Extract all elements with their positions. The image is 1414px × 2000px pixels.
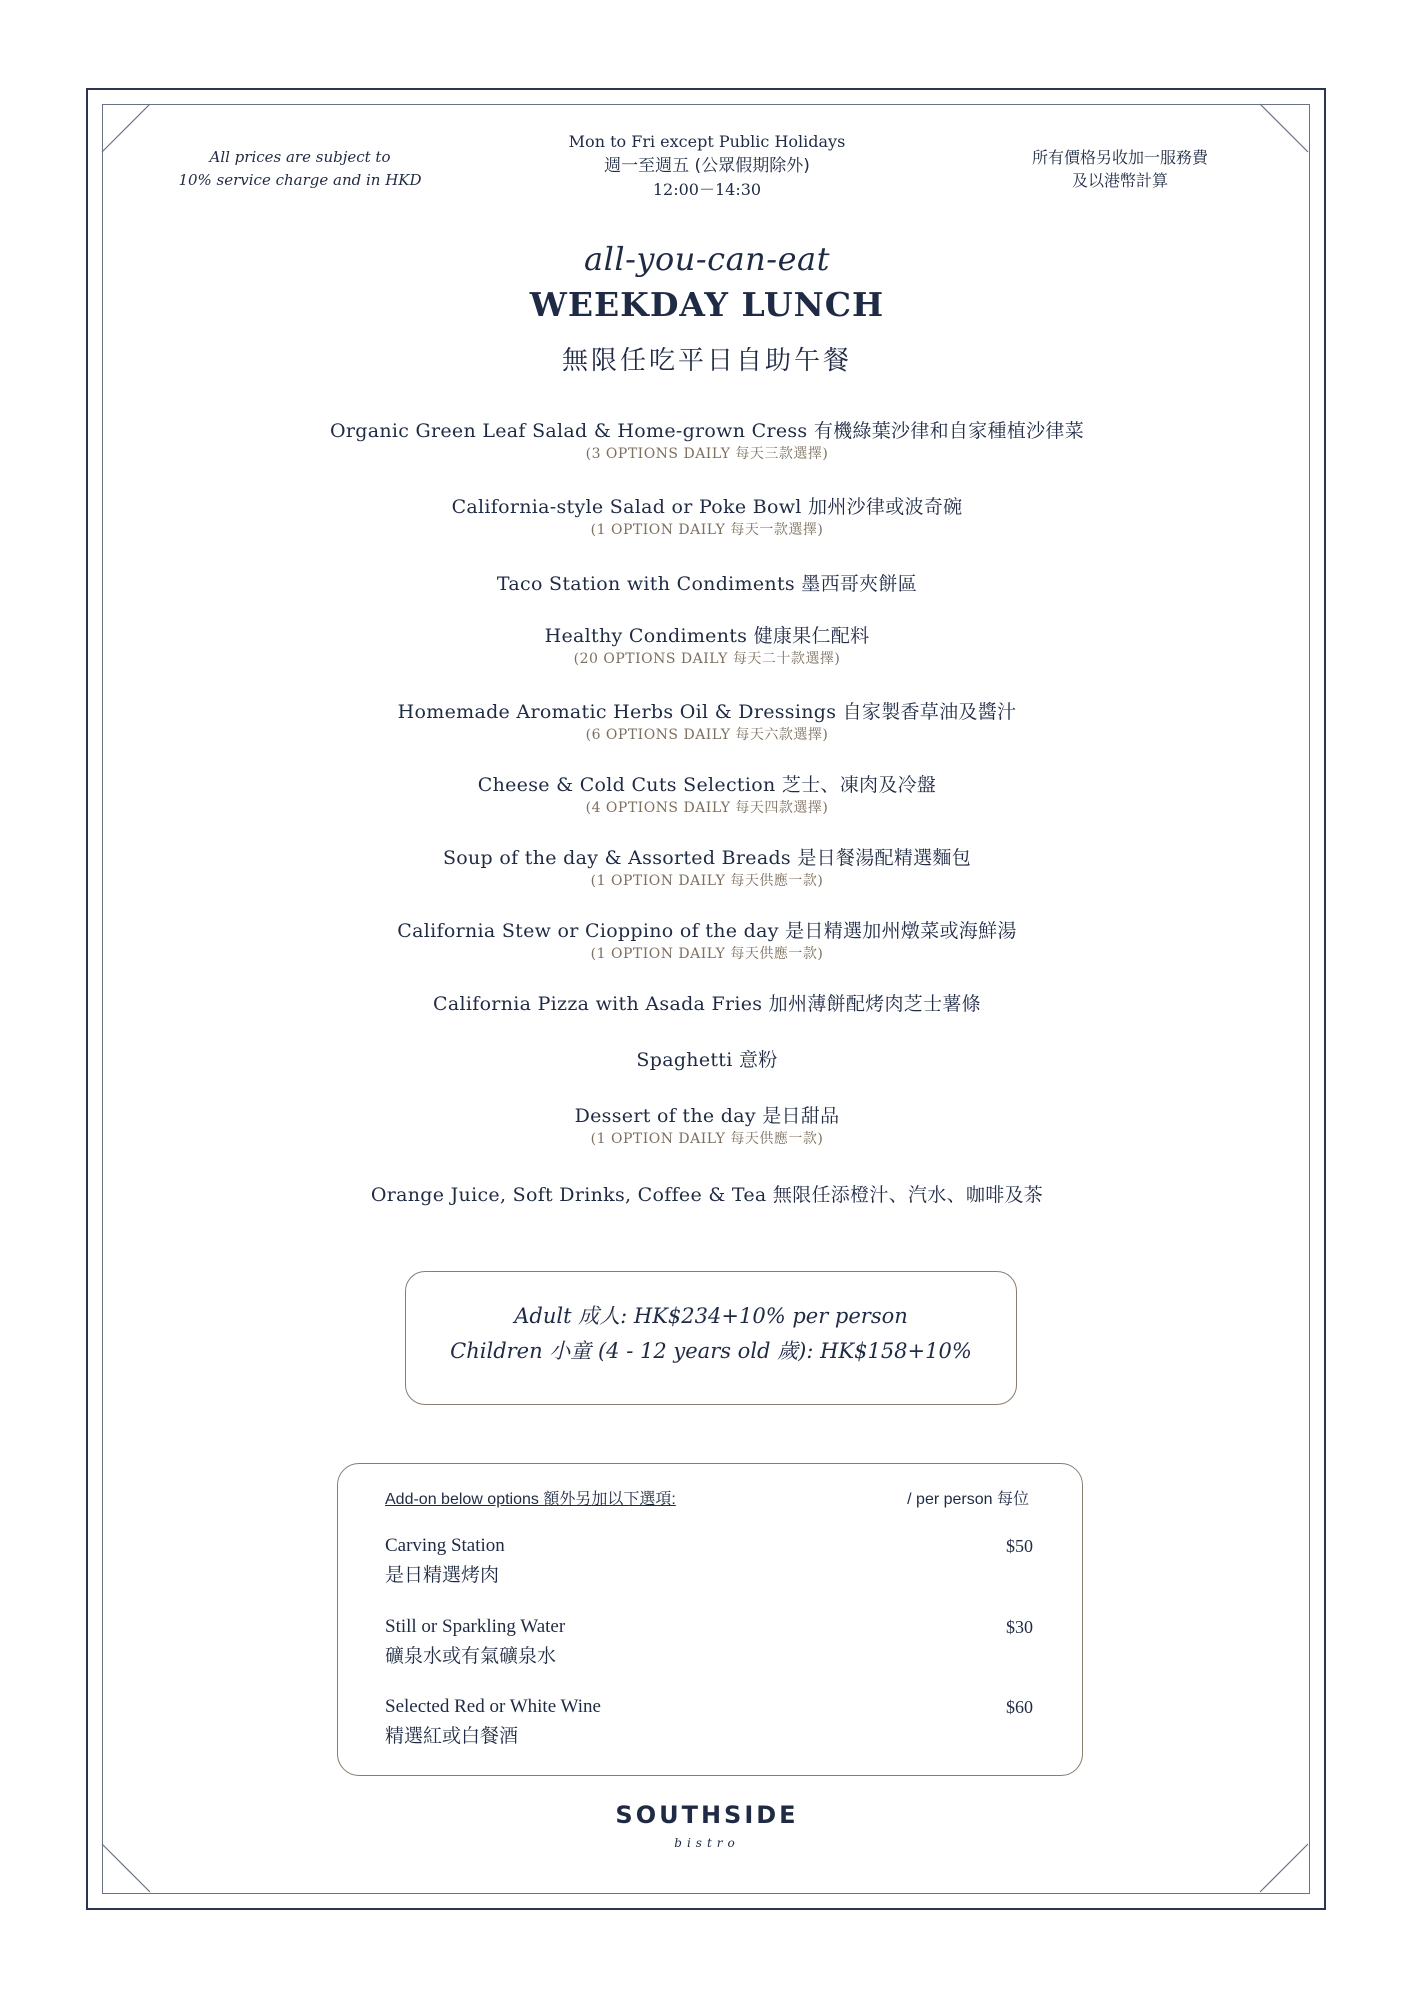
menu-item-name: Dessert of the day 是日甜品: [574, 1105, 840, 1127]
menu-item-note: (3 OPTIONS DAILY 每天三款選擇): [585, 446, 829, 462]
script-subtitle: all-you-can-eat: [584, 240, 830, 278]
addon-item-name-cn: 礦泉水或有氣礦泉水: [385, 1645, 557, 1667]
schedule-days-en: Mon to Fri except Public Holidays: [568, 132, 846, 151]
schedule-info: [507, 130, 907, 202]
menu-item: [200, 418, 1214, 464]
menu-item-name: California Pizza with Asada Fries 加州薄餅配烤肉芝士薯條: [433, 993, 981, 1015]
menu-item: [200, 918, 1214, 964]
service-note-line-1: All prices are subject to: [209, 148, 391, 166]
addon-item-water: [385, 1613, 1033, 1671]
addon-per-person-label: / per person 每位: [907, 1491, 1029, 1508]
schedule-days-cn: 週一至週五 (公眾假期除外): [604, 156, 810, 176]
menu-item-note: (1 OPTION DAILY 每天供應一款): [590, 946, 824, 962]
addon-item-name-en: Still or Sparkling Water: [385, 1616, 566, 1637]
menu-item: [200, 494, 1214, 540]
restaurant-logo-sub: bistro: [674, 1836, 740, 1850]
addon-item-name-en: Selected Red or White Wine: [385, 1696, 601, 1717]
service-charge-note-en: [170, 146, 430, 192]
adult-price: Adult 成人: HK$234+10% per person: [514, 1304, 908, 1328]
restaurant-logo-name: SOUTHSIDE: [615, 1801, 799, 1829]
menu-item: [200, 699, 1214, 745]
menu-item-name: Cheese & Cold Cuts Selection 芝士、凍肉及冷盤: [477, 774, 937, 796]
menu-item: [200, 571, 1214, 597]
menu-item-name: Healthy Condiments 健康果仁配料: [544, 625, 870, 647]
menu-item: [200, 1047, 1214, 1073]
corner-ornament-bottom-right: [1260, 1844, 1310, 1894]
menu-item-name: Spaghetti 意粉: [636, 1049, 778, 1071]
addon-item-name-cn: 精選紅或白餐酒: [385, 1725, 519, 1747]
corner-ornament-bottom-left: [102, 1844, 152, 1894]
addon-item-wine: [385, 1693, 1033, 1751]
service-note-line-2: 10% service charge and in HKD: [178, 171, 422, 189]
addon-heading: Add-on below options 額外另加以下選項:: [385, 1491, 676, 1508]
menu-item-name: Organic Green Leaf Salad & Home-grown Cress 有機綠葉沙律和自家種植沙律菜: [329, 420, 1085, 442]
menu-item-note: (1 OPTION DAILY 每天供應一款): [590, 873, 824, 889]
menu-item: [200, 991, 1214, 1017]
menu-item-note: (20 OPTIONS DAILY 每天二十款選擇): [573, 651, 841, 667]
addon-item-name-en: Carving Station: [385, 1535, 505, 1556]
menu-item-name: Soup of the day & Assorted Breads 是日餐湯配精選麵包: [442, 847, 972, 869]
menu-item-name: California-style Salad or Poke Bowl 加州沙律或波奇碗: [451, 496, 963, 518]
addon-item-price: $60: [1006, 1697, 1033, 1717]
addon-options-box: [337, 1463, 1083, 1776]
menu-item: [200, 845, 1214, 891]
menu-item-name: Homemade Aromatic Herbs Oil & Dressings 自家製香草油及醬汁: [397, 701, 1017, 723]
page-title: WEEKDAY LUNCH: [529, 285, 885, 324]
addon-item-price: $30: [1006, 1617, 1033, 1637]
addon-item-price: $50: [1006, 1536, 1033, 1556]
menu-item-name: Orange Juice, Soft Drinks, Coffee & Tea 無限任添橙汁、汽水、咖啡及茶: [370, 1184, 1044, 1206]
children-price: Children 小童 (4 - 12 years old 歲): HK$158+10%: [450, 1339, 972, 1363]
addon-item-carving-station: [385, 1532, 1033, 1590]
service-note-cn-line-2: 及以港幣計算: [1071, 171, 1168, 190]
service-charge-note-cn: [1000, 146, 1240, 192]
menu-item-name: Taco Station with Condiments 墨西哥夾餅區: [496, 573, 918, 595]
menu-item-note: (4 OPTIONS DAILY 每天四款選擇): [585, 800, 829, 816]
page-title-chinese: 無限任吃平日自助午餐: [561, 346, 852, 376]
corner-ornament-top-left: [102, 104, 152, 154]
menu-item: [200, 1182, 1214, 1208]
schedule-hours: 12:00－14:30: [652, 180, 762, 199]
menu-item-name: California Stew or Cioppino of the day 是日精選加州燉菜或海鮮湯: [397, 920, 1017, 942]
pricing-box: [405, 1271, 1017, 1405]
menu-item: [200, 1103, 1214, 1149]
menu-item-note: (1 OPTION DAILY 每天一款選擇): [590, 522, 824, 538]
menu-item-note: (6 OPTIONS DAILY 每天六款選擇): [585, 727, 829, 743]
menu-item-note: (1 OPTION DAILY 每天供應一款): [590, 1131, 824, 1147]
addon-item-name-cn: 是日精選烤肉: [385, 1564, 500, 1586]
corner-ornament-top-right: [1260, 104, 1310, 154]
menu-item: [200, 623, 1214, 669]
service-note-cn-line-1: 所有價格另收加一服務費: [1031, 148, 1208, 167]
menu-item: [200, 772, 1214, 818]
